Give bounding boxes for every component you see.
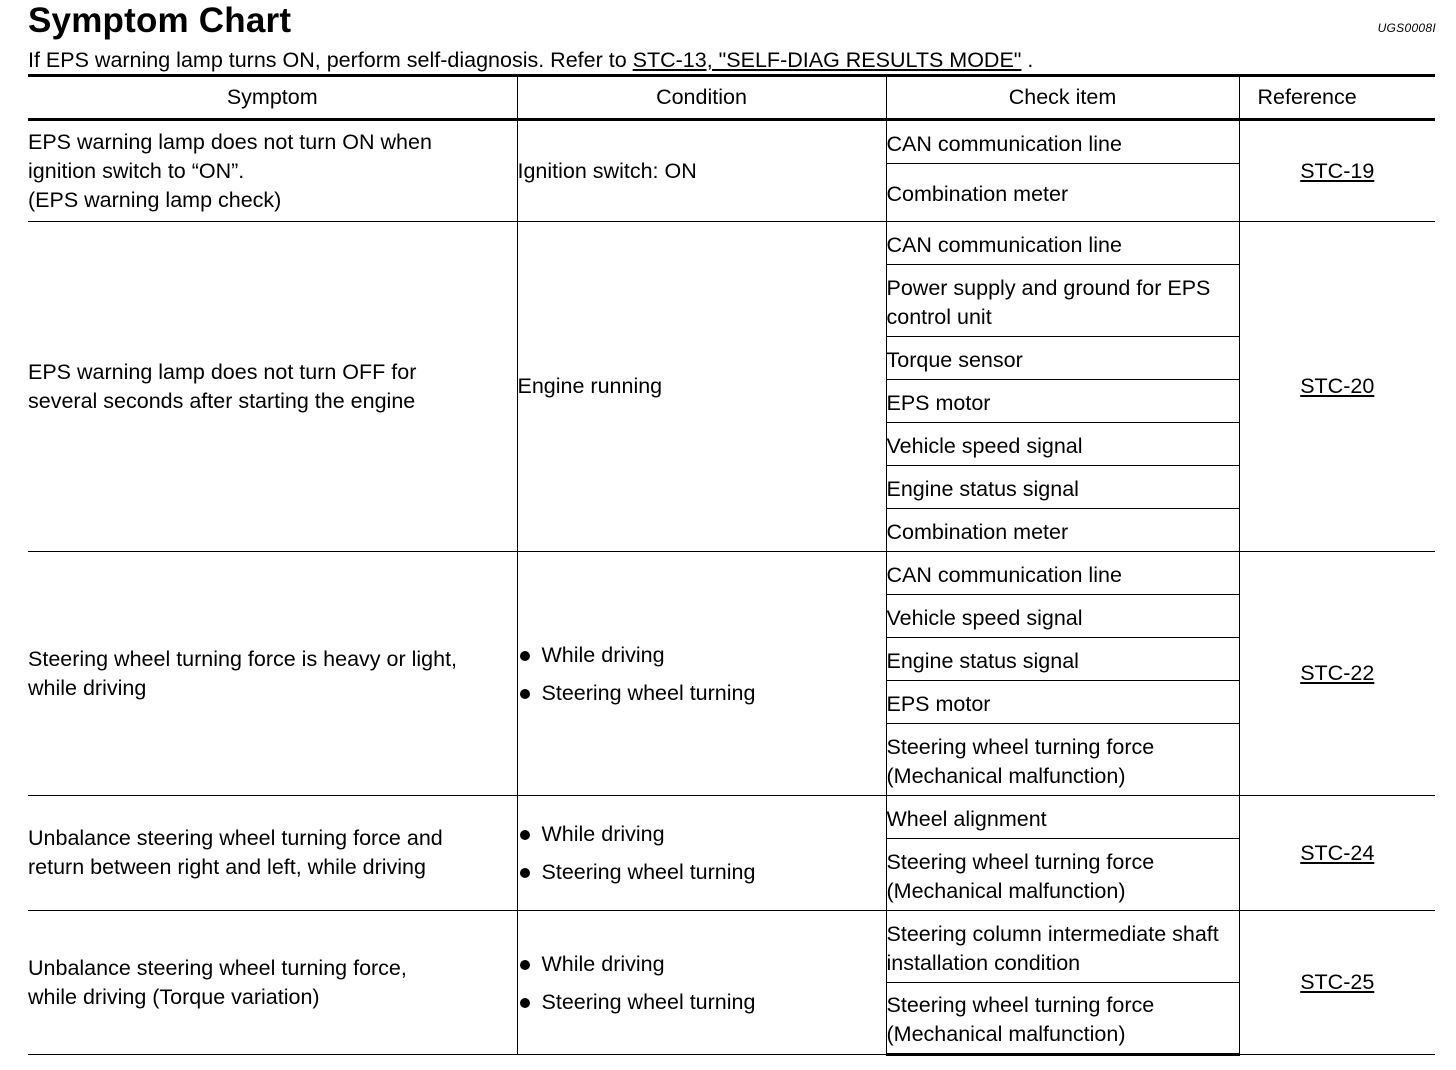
check-item-text: EPS motor <box>886 390 991 415</box>
check-item-text: Combination meter <box>886 519 1069 544</box>
reference-cell <box>1239 222 1435 552</box>
self-diag-reference-link[interactable]: STC-13, "SELF-DIAG RESULTS MODE" <box>632 48 1022 72</box>
symptom-chart-table <box>28 74 1435 1056</box>
reference-link-stc-25[interactable]: STC-25 <box>1300 970 1375 994</box>
symptom-cell <box>28 120 517 222</box>
column-header-condition: Condition <box>517 76 886 120</box>
check-item-text: Combination meter <box>886 182 1069 206</box>
check-item-text: Vehicle speed signal <box>886 433 1083 458</box>
check-item-cell <box>886 423 1239 466</box>
check-item-cell <box>886 120 1239 164</box>
check-item-cell <box>886 265 1239 337</box>
check-item-cell <box>886 552 1239 595</box>
check-item-text: Torque sensor <box>886 347 1023 372</box>
check-item-cell <box>886 983 1239 1055</box>
condition-item: While driving <box>518 945 886 983</box>
condition-list <box>518 636 886 712</box>
check-item-text: Engine status signal <box>886 648 1079 673</box>
intro-text: If EPS warning lamp turns ON, perform self-diagnosis. Refer to <box>28 48 627 72</box>
check-item-text: CAN communication line <box>886 131 1122 156</box>
check-item-text: Engine status signal <box>886 476 1079 501</box>
column-header-symptom: Symptom <box>28 76 517 120</box>
check-item-text: Power supply and ground for EPS control unit <box>886 275 1211 329</box>
check-item-cell <box>886 509 1239 552</box>
check-item-cell <box>886 337 1239 380</box>
intro-paragraph <box>28 47 1033 73</box>
check-item-text: Steering wheel turning force (Mechanical malfunction) <box>886 993 1155 1046</box>
check-item-text: Vehicle speed signal <box>886 605 1083 630</box>
check-item-cell <box>886 380 1239 423</box>
condition-list <box>518 815 886 891</box>
condition-item: While driving <box>518 636 886 674</box>
reference-cell <box>1239 911 1435 1055</box>
check-item-cell <box>886 911 1239 983</box>
column-header-reference: Reference <box>1239 76 1435 120</box>
condition-list <box>518 945 886 1021</box>
symptom-line: while driving (Torque variation) <box>28 984 320 1009</box>
symptom-line: Unbalance steering wheel turning force and <box>28 826 443 850</box>
condition-item: Steering wheel turning <box>518 853 886 891</box>
condition-item: Steering wheel turning <box>518 983 886 1021</box>
reference-link-stc-19[interactable]: STC-19 <box>1300 158 1375 183</box>
symptom-cell <box>28 911 517 1055</box>
reference-cell <box>1239 796 1435 911</box>
condition-cell <box>517 796 886 911</box>
condition-cell <box>517 552 886 796</box>
reference-cell <box>1239 120 1435 222</box>
condition-cell: Ignition switch: ON <box>517 120 886 222</box>
check-item-cell <box>886 681 1239 724</box>
reference-cell <box>1239 552 1435 796</box>
table-row <box>28 796 1435 839</box>
column-header-check-item: Check item <box>886 76 1239 120</box>
page-title: Symptom Chart <box>28 1 292 40</box>
check-item-cell <box>886 724 1239 796</box>
check-item-cell <box>886 595 1239 638</box>
table-row <box>28 120 1435 164</box>
check-item-text: EPS motor <box>886 691 991 716</box>
check-item-text: Steering wheel turning force (Mechanical malfunction) <box>886 734 1155 788</box>
symptom-cell <box>28 222 517 552</box>
symptom-cell <box>28 552 517 796</box>
table-row <box>28 552 1435 595</box>
condition-cell: Engine running <box>517 222 886 552</box>
table-header-row <box>28 76 1435 120</box>
condition-item: While driving <box>518 815 886 853</box>
document-code: UGS0008I <box>1377 21 1436 35</box>
check-item-text: CAN communication line <box>886 232 1122 257</box>
check-item-text: Wheel alignment <box>886 806 1047 831</box>
check-item-cell <box>886 164 1239 222</box>
symptom-line: while driving <box>28 675 147 700</box>
symptom-line: Steering wheel turning force is heavy or light, <box>28 646 458 671</box>
check-item-text: CAN communication line <box>886 562 1122 587</box>
symptom-line: (EPS warning lamp check) <box>28 187 282 212</box>
table-row <box>28 222 1435 265</box>
table-row <box>28 911 1435 983</box>
reference-link-stc-20[interactable]: STC-20 <box>1300 374 1375 398</box>
condition-item: Steering wheel turning <box>518 674 886 712</box>
check-item-text: Steering column intermediate shaft installation condition <box>886 921 1219 975</box>
check-item-cell <box>886 638 1239 681</box>
symptom-line: return between right and left, while driving <box>28 855 426 879</box>
check-item-cell <box>886 222 1239 265</box>
symptom-line: several seconds after starting the engine <box>28 388 416 413</box>
symptom-line: Unbalance steering wheel turning force, <box>28 955 407 980</box>
symptom-cell <box>28 796 517 911</box>
reference-link-stc-22[interactable]: STC-22 <box>1300 661 1375 685</box>
condition-cell <box>517 911 886 1055</box>
reference-link-stc-24[interactable]: STC-24 <box>1300 840 1375 865</box>
symptom-line: ignition switch to “ON”. <box>28 158 245 183</box>
symptom-line: EPS warning lamp does not turn OFF for <box>28 359 417 384</box>
check-item-text: Steering wheel turning force (Mechanical malfunction) <box>886 849 1155 903</box>
symptom-line: EPS warning lamp does not turn ON when <box>28 129 432 154</box>
check-item-cell <box>886 466 1239 509</box>
check-item-cell <box>886 796 1239 839</box>
check-item-cell <box>886 839 1239 911</box>
intro-end: . <box>1021 48 1034 72</box>
